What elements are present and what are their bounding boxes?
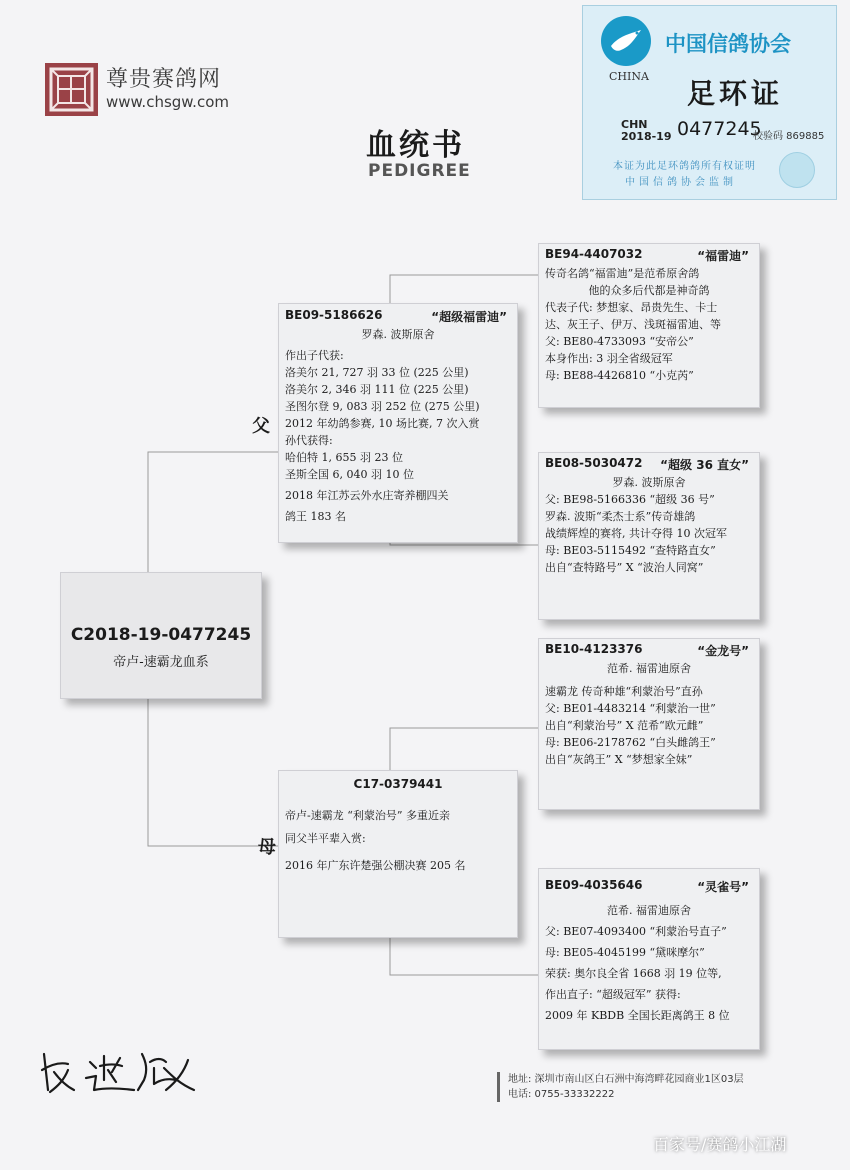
- dam-dam-line: 2009 年 KBDB 全国长距离鸽王 8 位: [545, 1009, 730, 1022]
- sire-sire-line: 本身作出: 3 羽全省级冠军: [545, 352, 673, 365]
- sire-dam-name: “超级 36 直女”: [660, 458, 749, 472]
- ring-prefix-country: CHN: [621, 118, 648, 131]
- dam-sire-line: 速霸龙 传奇种雄“利蒙治号”直孙: [545, 685, 703, 698]
- dam-box: [278, 770, 518, 938]
- dam-ring-id: C17-0379441: [353, 777, 443, 791]
- dam-line: 2016 年广东许楚强公棚决赛 205 名: [285, 859, 466, 872]
- dam-dam-header: [545, 878, 753, 896]
- dam-sire-header: [545, 642, 753, 660]
- dam-sire-line: 出自“利蒙治号” X 范希“欧元雌”: [545, 719, 704, 732]
- dam-dam-box: [538, 868, 760, 1050]
- sire-line: 鸽王 183 名: [285, 510, 346, 523]
- brand-name: 尊贵赛鸽网: [106, 67, 222, 92]
- sire-sire-name: “福雷迪”: [697, 249, 749, 263]
- sire-breeder: 罗森. 波斯原舍: [361, 328, 435, 341]
- sire-line: 2012 年幼鸽参赛, 10 场比赛, 7 次入赏: [285, 417, 480, 430]
- sire-line: 作出子代获:: [285, 349, 344, 362]
- sire-sire-line: 他的众多后代都是神奇鸽: [588, 284, 710, 297]
- dam-sire-line: 出自“灰鸽王” X “梦想家全妹”: [545, 753, 693, 766]
- dam-dam-breeder: 范希. 福雷迪原舍: [607, 904, 691, 917]
- dam-line: 帝卢-速霸龙 “利蒙治号” 多重近亲: [285, 809, 450, 822]
- sire-dam-line: 出自“查特路号” X “波治人同窝”: [545, 561, 704, 574]
- sire-dam-line: 战绩辉煌的赛将, 共计夺得 10 次冠军: [545, 527, 727, 540]
- brand-url: www.chsgw.com: [106, 93, 229, 111]
- dam-dam-line: 作出直子: “超级冠军” 获得:: [545, 988, 681, 1001]
- dam-label: 母: [258, 837, 276, 858]
- sire-dam-box: [538, 452, 760, 620]
- sire-dam-header: [545, 456, 753, 474]
- sire-dam-line: 母: BE03-5115492 “查特路直女”: [545, 544, 716, 557]
- certificate-note: 本证为此足环鸽鸽所有权证明: [613, 161, 756, 172]
- sire-ring-id: BE09-5186626: [285, 308, 383, 322]
- dam-sire-name: “金龙号”: [697, 644, 749, 658]
- dam-dam-line: 荣获: 奥尔良全省 1668 羽 19 位等,: [545, 967, 722, 980]
- contact-footer: [497, 1072, 788, 1102]
- sire-dam-line: 父: BE98-5166336 “超级 36 号”: [545, 493, 715, 506]
- sire-sire-line: 代表子代: 梦想家、昂贵先生、卡士: [545, 301, 718, 314]
- country-label: CHINA: [609, 70, 649, 83]
- footer-phone: 电话: 0755-33332222: [508, 1089, 615, 1100]
- dam-line: 同父半平辈入赏:: [285, 832, 366, 845]
- sire-line: 哈伯特 1, 655 羽 23 位: [285, 451, 403, 464]
- page-title: 血统书: [366, 128, 465, 163]
- sire-sire-ring-id: BE94-4407032: [545, 247, 643, 261]
- sire-dam-line: 罗森. 波斯“柔杰士系”传奇雄鸽: [545, 510, 696, 523]
- sire-box: [278, 303, 518, 543]
- source-watermark: 百家号/赛鸽小江湖: [653, 1135, 787, 1154]
- dam-sire-ring-id: BE10-4123376: [545, 642, 643, 656]
- dam-sire-breeder: 范希. 福雷迪原舍: [607, 662, 691, 675]
- sire-name: “超级福雷迪”: [431, 310, 507, 324]
- certificate-issuer: 中国信鸽协会监制: [625, 177, 737, 188]
- sire-sire-box: [538, 243, 760, 408]
- sire-sire-line: 达、灰王子、伊万、浅斑福雷迪、等: [545, 318, 721, 331]
- footer-address: 地址: 深圳市南山区白石洲中海湾畔花园商业1区03层: [508, 1074, 744, 1085]
- sire-sire-line: 母: BE88-4426810 “小克芮”: [545, 369, 694, 382]
- sire-label: 父: [252, 416, 270, 437]
- ring-prefix-year: 2018-19: [621, 130, 672, 143]
- sire-line: 2018 年江苏云外水庄寄养棚四关: [285, 489, 449, 502]
- sire-dam-ring-id: BE08-5030472: [545, 456, 643, 470]
- sire-line: 圣图尔登 9, 083 羽 252 位 (275 公里): [285, 400, 480, 413]
- sire-sire-line: 父: BE80-4733093 “安帝公”: [545, 335, 694, 348]
- sire-dam-breeder: 罗森. 波斯原舍: [612, 476, 686, 489]
- sire-line: 洛美尔 2, 346 羽 111 位 (225 公里): [285, 383, 469, 396]
- association-name: 中国信鸽协会: [665, 32, 791, 56]
- dam-sire-line: 母: BE06-2178762 “白头雌鸽王”: [545, 736, 716, 749]
- dam-dam-line: 父: BE07-4093400 “利蒙治号直子”: [545, 925, 727, 938]
- check-code: 校验码 869885: [753, 131, 825, 142]
- dam-dam-ring-id: BE09-4035646: [545, 878, 643, 892]
- sire-sire-header: [545, 247, 753, 265]
- page-subtitle: PEDIGREE: [368, 161, 471, 181]
- dam-dam-name: “灵雀号”: [697, 880, 749, 894]
- sire-sire-line: 传奇名鸽“福雷迪”是范希原舍鸽: [545, 267, 700, 280]
- sire-line: 洛美尔 21, 727 羽 33 位 (225 公里): [285, 366, 469, 379]
- dam-sire-line: 父: BE01-4483214 “利蒙治一世”: [545, 702, 716, 715]
- ring-number: 0477245: [677, 118, 762, 140]
- certificate-title: 足环证: [687, 77, 784, 110]
- dam-sire-box: [538, 638, 760, 810]
- sire-header: [285, 308, 511, 326]
- subject-ring-id: C2018-19-0477245: [70, 625, 252, 645]
- dam-dam-line: 母: BE05-4045199 “黛咪摩尔”: [545, 946, 705, 959]
- sire-line: 孙代获得:: [285, 434, 333, 447]
- handwritten-signature-icon: [38, 1040, 208, 1100]
- subject-bird-box: [60, 572, 262, 699]
- sire-line: 圣斯全国 6, 040 羽 10 位: [285, 468, 414, 481]
- subject-strain: 帝卢-速霸龙血系: [113, 655, 209, 670]
